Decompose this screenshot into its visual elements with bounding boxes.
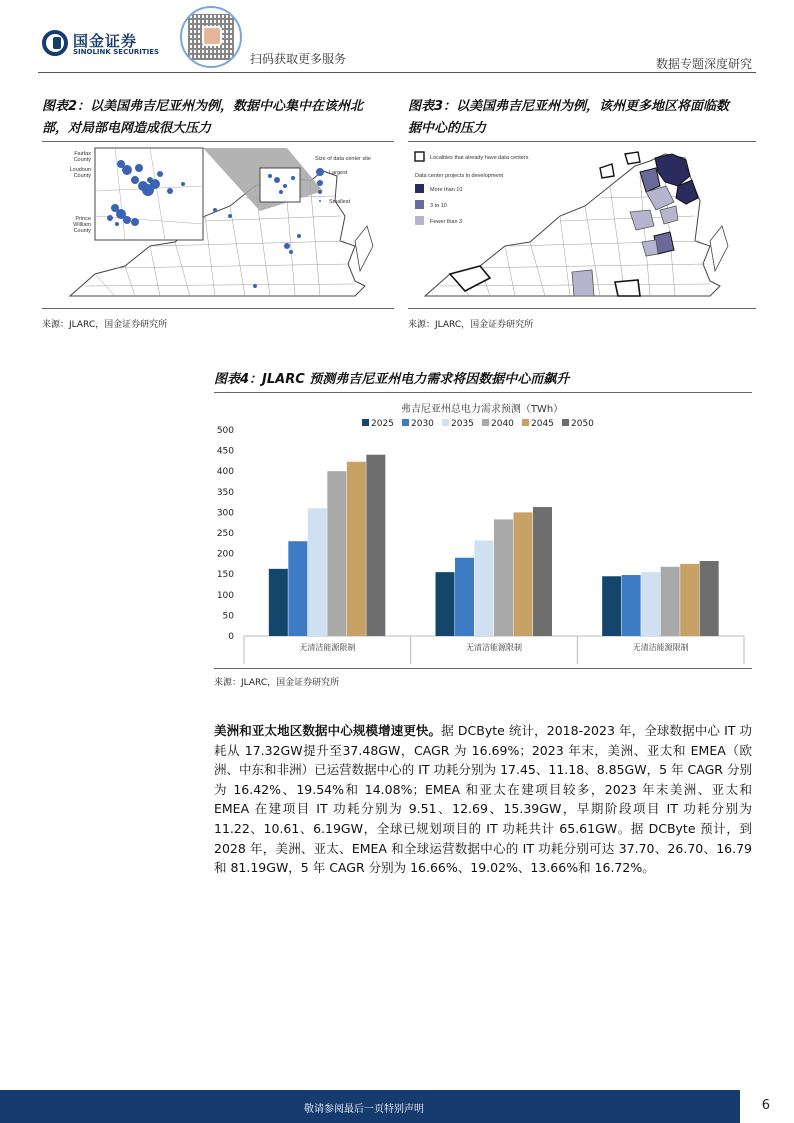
page-footer (0, 1090, 794, 1123)
bar-2030-0 (288, 541, 307, 636)
figure3-title: 图表3：以美国弗吉尼亚州为例，该州更多地区将面临数 据中心的压力 (408, 99, 730, 136)
fairfax-label: Fairfax (74, 151, 91, 157)
footer-bar (0, 1090, 740, 1123)
figure2-bottom-rule (42, 308, 394, 309)
legend-label-2030: 2030 (411, 419, 434, 429)
figure2-source: 来源：JLARC，国金证券研究所 (42, 320, 168, 330)
x-category-label: 无清洁能源限制 (299, 643, 356, 652)
bar-2035-1 (475, 540, 494, 636)
header-divider (38, 72, 756, 73)
figure3-source: 来源：JLARC，国金证券研究所 (408, 320, 534, 330)
bar-2030-1 (455, 558, 474, 636)
legend-swatch-2025 (362, 419, 369, 426)
y-tick-150: 150 (216, 570, 234, 581)
paragraph-text: 据 DCByte 统计，2018-2023 年，全球数据中心 IT 功耗从 17.32GW提升至37.48GW，CAGR 为 16.69%；2023 年末，美洲、亚太和 EMEA（欧洲、中东和非洲）已运营数据中心的 IT 功耗分别为 17.45、11.18、8.85GW，5 年 CAGR 分别为 16.42%、19.54%和 14.08%；EMEA 和亚太在建项目较多，2023 年末美洲、亚太和 EMEA 在建项目 IT 功耗分别为 9.51、12.69、15.39GW，早期阶段项目 IT 功耗分别为 11.22、10.61、6.19GW，全球已规划项目的 IT 功耗共计 65.61GW。据 DCByte 预计，到 2028 年，美洲、亚太、EMEA 和全球运营数据中心的 IT 功耗分别可达 37.70、26.70、16.79 和 81.19GW，5 年 CAGR 分别为 16.66%、19.02%、13.66%和 16.72%。 (214, 723, 752, 876)
pw-label-2: William (73, 222, 91, 228)
paragraph-lead: 美洲和亚太地区数据中心规模增速更快。 (214, 723, 442, 738)
x-axis-categories (299, 642, 688, 652)
figure2-virginia-map (55, 146, 400, 304)
legend-label-2035: 2035 (451, 419, 474, 429)
chart-bars (269, 455, 719, 636)
figure4-bottom-rule (214, 668, 752, 669)
page-header (0, 0, 794, 76)
bar-2025-1 (436, 572, 455, 636)
chart-legend (362, 419, 594, 429)
bar-2040-0 (327, 471, 346, 636)
legend-existing: Localities that already have data centers (430, 155, 529, 161)
figure4-rule (214, 392, 752, 393)
figure3-bottom-rule (408, 308, 756, 309)
company-name-cn: 国金证券 (73, 32, 138, 50)
bar-2050-1 (533, 507, 552, 636)
company-name-en: SINOLINK SECURITIES (73, 48, 160, 56)
legend-more-than-10: More than 10 (430, 187, 463, 193)
legend-smallest: Smallest (329, 199, 351, 205)
loudoun-label: Loudoun (69, 167, 91, 173)
legend-largest: Largest (329, 170, 348, 176)
y-tick-400: 400 (216, 467, 234, 478)
qr-code-icon[interactable] (180, 6, 242, 68)
legend-fewer-than-3: Fewer than 3 (430, 219, 463, 225)
y-tick-350: 350 (216, 487, 234, 498)
y-tick-200: 200 (216, 549, 234, 560)
legend-swatch-2045 (522, 419, 529, 426)
legend-3-to-10: 3 to 10 (430, 203, 447, 209)
legend-swatch-2040 (482, 419, 489, 426)
legend-label-2045: 2045 (531, 419, 554, 429)
body-paragraph (214, 721, 752, 878)
map-legend-title: Size of data center site (315, 156, 371, 162)
y-tick-250: 250 (216, 529, 234, 539)
bar-2040-2 (661, 567, 680, 636)
y-tick-300: 300 (216, 508, 234, 519)
y-axis-ticks (217, 426, 234, 642)
sinolink-logo-icon (42, 30, 68, 56)
report-type: 数据专题深度研究 (655, 57, 752, 71)
figure4-title: 图表4：JLARC 预测弗吉尼亚州电力需求将因数据中心而飙升 (214, 372, 570, 387)
x-category-label: 无清洁能源限制 (466, 643, 522, 652)
figure3-rule (408, 141, 756, 142)
legend-swatch-2050 (562, 419, 569, 426)
legend-swatch-2030 (402, 419, 409, 426)
fairfax-label-2: County (73, 157, 91, 163)
bar-2040-1 (494, 519, 513, 636)
bar-2045-1 (514, 512, 533, 636)
legend-label-2025: 2025 (371, 419, 394, 429)
power-demand-chart (214, 396, 750, 664)
figure2-title: 图表2：以美国弗吉尼亚州为例，数据中心集中在该州北 部，对局部电网造成很大压力 (42, 99, 364, 136)
pw-label: Prince (75, 216, 91, 222)
footer-notice: 敬请参阅最后一页特别声明 (304, 1104, 424, 1115)
pw-label-3: County (73, 228, 91, 234)
bar-2025-0 (269, 569, 288, 636)
bar-2050-2 (700, 561, 719, 636)
bar-2045-0 (347, 462, 366, 636)
figure4-source: 来源：JLARC，国金证券研究所 (214, 678, 340, 688)
loudoun-label-2: County (73, 173, 91, 179)
legend-label-2050: 2050 (571, 419, 594, 429)
legend-label-2040: 2040 (491, 419, 514, 429)
y-tick-0: 0 (228, 632, 234, 642)
x-category-label: 无清洁能源限制 (632, 643, 689, 652)
bar-2035-0 (308, 508, 327, 636)
figure3-virginia-map (410, 146, 755, 304)
bar-2025-2 (602, 576, 621, 636)
bar-2030-2 (622, 575, 641, 636)
legend-projects-title: Data center projects in development (415, 173, 504, 179)
chart-title: 弗吉尼亚州总电力需求预测（TWh） (400, 404, 564, 415)
page-number: 6 (761, 1098, 770, 1113)
bar-2045-2 (680, 564, 699, 636)
bar-2035-2 (641, 572, 660, 636)
y-tick-450: 450 (216, 446, 234, 457)
scan-prompt: 扫码获取更多服务 (250, 52, 347, 66)
figure2-rule (42, 141, 394, 142)
y-tick-50: 50 (222, 611, 234, 622)
y-tick-100: 100 (216, 590, 234, 601)
legend-swatch-2035 (442, 419, 449, 426)
y-tick-500: 500 (216, 426, 234, 436)
bar-2050-0 (366, 455, 385, 636)
